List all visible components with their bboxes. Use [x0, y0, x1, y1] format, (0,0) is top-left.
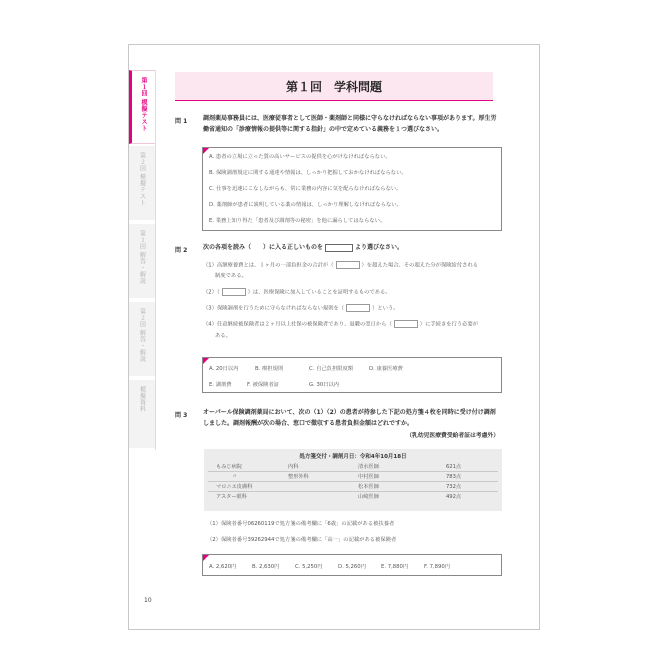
q1-option-a[interactable]: A. 患者の立場に立った質の高いサービスの提供を心がけなければならない。	[209, 154, 391, 160]
q2-item-text: （1）高額療養費とは、１ヶ月の一部負担金の合計が（	[203, 262, 334, 269]
q2-option-d[interactable]: D. 康養医療費	[369, 366, 403, 372]
q2-item-2	[203, 288, 391, 298]
tab-materials[interactable]	[129, 380, 155, 450]
page-number: 10	[144, 597, 152, 604]
table-cell-dept: 内科	[288, 464, 299, 470]
q3-option-c[interactable]: C. 5,250円	[295, 564, 323, 570]
tab-label: 模擬資料	[138, 386, 146, 412]
tab-mock-test-1[interactable]	[129, 70, 155, 144]
corner-marker	[203, 555, 209, 561]
q2-text-part: ）に入る正しいものを	[263, 244, 324, 251]
q2-option-f[interactable]: F. 被保険者証	[247, 382, 280, 388]
q2-option-e[interactable]: E. 調剤費	[209, 382, 232, 388]
prescription-table	[204, 449, 502, 511]
table-cell-points: 783点	[446, 474, 462, 480]
q1-option-c[interactable]: C. 仕事を迅速にこなしながらも、常に業務の内容に気を配らなければならない。	[209, 186, 402, 192]
question-1-text: 調剤薬局事務員には、医療従事者として医師・薬剤師と同様に守らなければならない事項があります。厚生労働省通知の「診療情報の提供等に関する指針」の中で定めている義務を１つ選びなさい。	[203, 115, 497, 133]
q3-patient-2: （2）保険者番号39262944で処方箋の備考欄に「高一」の記載がある被保険者	[207, 537, 397, 543]
table-cell-points: 492点	[446, 494, 462, 500]
table-cell-clinic: マロニエ皮膚科	[216, 484, 253, 490]
q3-patient-1: （1）保険者番号06260119で処方箋の備考欄に「6歳」の記載がある被扶養者	[207, 521, 395, 527]
tab-answers-2[interactable]	[129, 302, 155, 378]
question-2-options-box	[202, 357, 502, 393]
question-1-label: 問 1	[175, 118, 188, 125]
tab-divider	[155, 70, 156, 450]
table-cell-doctor: 清水医師	[358, 464, 379, 470]
answer-box-blank	[325, 244, 353, 252]
q2-item-text: （2）（	[203, 289, 220, 296]
q1-option-d[interactable]: D. 薬剤師が患者に説明している薬の情報は、しっかり理解しなければならない。	[209, 202, 402, 208]
table-cell-doctor: 松本医師	[358, 484, 379, 490]
question-3-options-box	[202, 554, 502, 576]
q2-item-4-cont: ある。	[215, 333, 231, 339]
q3-option-e[interactable]: E. 7,880円	[381, 564, 409, 570]
table-cell-doctor: 山崎医師	[358, 494, 379, 500]
blank-field[interactable]	[222, 288, 246, 296]
table-row	[208, 463, 498, 472]
q2-text-part: より選びなさい。	[355, 244, 404, 251]
table-cell-clinic: 〃	[232, 474, 238, 480]
tab-label: 第２回 解答・解説	[138, 308, 146, 363]
question-3-text: オーパール保険調剤薬局において、次の（1）（2）の患者が持参した下記の処方箋４枚を同時に受け付け調剤しました。調剤報酬が次の場合、窓口で徴収する患者負担金額はどれですか。	[203, 409, 496, 427]
tab-mock-test-2[interactable]	[129, 146, 155, 222]
q2-option-b[interactable]: B. 療担規則	[255, 366, 284, 372]
q2-item-4	[203, 320, 478, 330]
question-2-text	[203, 242, 499, 253]
q3-option-a[interactable]: A. 2,620円	[209, 564, 237, 570]
q3-option-b[interactable]: B. 2,630円	[252, 564, 280, 570]
question-1-options-box	[202, 147, 502, 231]
table-row	[208, 493, 498, 501]
tab-label: 第２回 模擬テスト	[138, 152, 146, 207]
blank-field[interactable]	[394, 320, 418, 328]
q2-item-text: ）という。	[372, 305, 399, 312]
q2-item-text: （3）保険調剤を行うために守らなければならない規則を（	[203, 305, 345, 312]
tab-answers-1[interactable]	[129, 224, 155, 300]
q2-item-text: ）は、医療保険に加入していることを証明するものである。	[247, 289, 391, 296]
q1-option-e[interactable]: E. 業務上知り得た「患者及び調剤等の秘密」を他に漏らしてはならない。	[209, 218, 386, 224]
prescription-table-title: 処方箋交付・調剤月日：令和4年10月18日	[299, 454, 407, 460]
exam-page	[128, 44, 540, 630]
table-cell-dept: 整形外科	[288, 474, 309, 480]
blank-field[interactable]	[336, 261, 360, 269]
page-title: 第１回 学科問題	[285, 79, 382, 94]
q2-item-text: ）を超えた場合、その超えた分が保険給付される	[361, 262, 479, 269]
table-cell-clinic: アスター眼科	[216, 494, 247, 500]
q3-option-d[interactable]: D. 5,260円	[338, 564, 366, 570]
tab-label: 第１回 解答・解説	[138, 230, 146, 285]
table-cell-clinic: もみじ病院	[216, 464, 242, 470]
q2-option-c[interactable]: C. 自己負担限度額	[309, 366, 354, 372]
q2-option-g[interactable]: G. 30日以内	[309, 382, 340, 388]
blank-field[interactable]	[346, 304, 370, 312]
question-3-note: （乳幼児医療費受給者証は考慮外）	[406, 433, 499, 439]
q2-option-a[interactable]: A. 20日以内	[209, 366, 239, 372]
table-cell-points: 621点	[446, 464, 462, 470]
q2-item-1	[203, 261, 478, 271]
q2-item-1-cont: 制度である。	[215, 273, 247, 279]
table-row	[208, 483, 498, 492]
q2-item-text: ）に手続きを行う必要が	[419, 321, 479, 328]
table-cell-points: 732点	[446, 484, 462, 490]
page-title-bar	[175, 72, 493, 101]
q3-option-f[interactable]: F. 7,890円	[424, 564, 451, 570]
q1-option-b[interactable]: B. 保険調剤規定に関する通達や情報は、しっかり把握しておかなければならない。	[209, 170, 407, 176]
tab-label: 第１回 模擬テスト	[140, 77, 147, 132]
question-2-label: 問 2	[175, 247, 188, 254]
question-3-label: 問 3	[175, 412, 188, 419]
table-cell-doctor: 中村医師	[358, 474, 379, 480]
q2-text-part: 次の各項を読み（	[203, 244, 252, 251]
table-row	[208, 473, 498, 482]
q2-item-3	[203, 304, 399, 314]
q2-item-text: （4）任意継続被保険者は２ヶ月以上社保の被保険者であり、退職の翌日から（	[203, 321, 392, 328]
